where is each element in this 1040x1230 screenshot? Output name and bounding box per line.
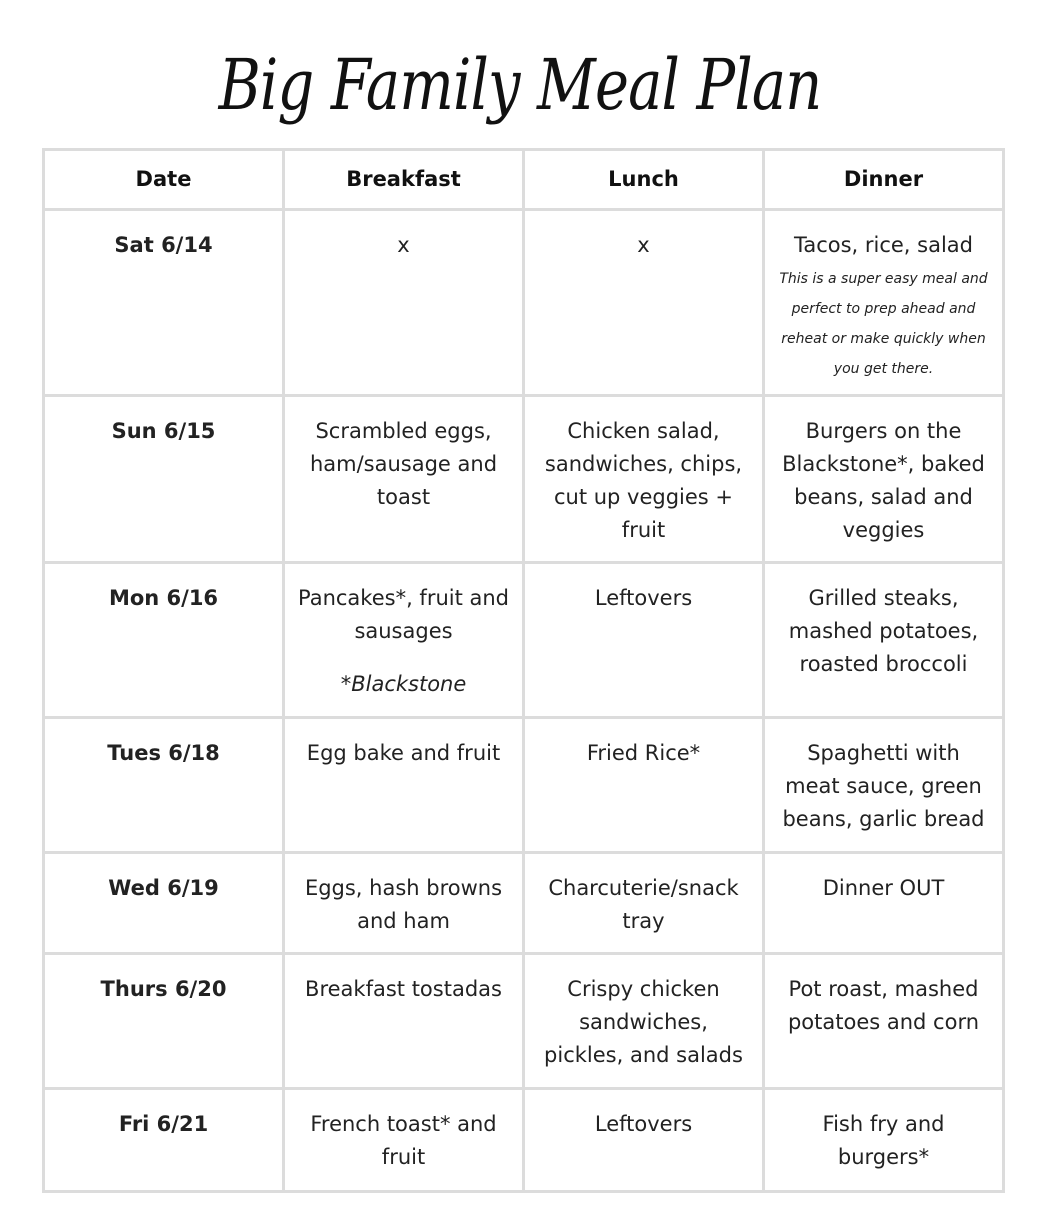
- date-cell: Wed 6/19: [44, 853, 284, 954]
- breakfast-cell: Breakfast tostadas: [284, 954, 524, 1089]
- header-row: [44, 150, 1004, 210]
- lunch-cell: Leftovers: [524, 563, 764, 718]
- breakfast-cell: Eggs, hash browns and ham: [284, 853, 524, 954]
- breakfast-cell: Egg bake and fruit: [284, 718, 524, 853]
- table-row: [44, 718, 1004, 853]
- table-row: [44, 563, 1004, 718]
- dinner-cell: [764, 210, 1004, 396]
- date-cell: Thurs 6/20: [44, 954, 284, 1089]
- lunch-cell: Fried Rice*: [524, 718, 764, 853]
- lunch-cell: Chicken salad, sandwiches, chips, cut up veggies + fruit: [524, 396, 764, 563]
- table-row: [44, 853, 1004, 954]
- table-row: [44, 954, 1004, 1089]
- lunch-cell: Leftovers: [524, 1089, 764, 1192]
- dinner-note: This is a super easy meal and perfect to prep ahead and reheat or make quickly when you get there.: [779, 271, 988, 377]
- header-dinner: Dinner: [764, 150, 1004, 210]
- header-lunch: Lunch: [524, 150, 764, 210]
- meal-plan-table: [42, 148, 1005, 1193]
- date-cell: Mon 6/16: [44, 563, 284, 718]
- date-cell: Fri 6/21: [44, 1089, 284, 1192]
- page-title: Big Family Meal Plan: [218, 44, 822, 126]
- date-cell: Tues 6/18: [44, 718, 284, 853]
- breakfast-cell: French toast* and fruit: [284, 1089, 524, 1192]
- date-cell: Sun 6/15: [44, 396, 284, 563]
- table-row: [44, 1089, 1004, 1192]
- table-row: [44, 396, 1004, 563]
- breakfast-cell: x: [284, 210, 524, 396]
- dinner-cell: Grilled steaks, mashed potatoes, roasted broccoli: [764, 563, 1004, 718]
- date-cell: Sat 6/14: [44, 210, 284, 396]
- lunch-cell: Crispy chicken sandwiches, pickles, and salads: [524, 954, 764, 1089]
- dinner-cell: Spaghetti with meat sauce, green beans, garlic bread: [764, 718, 1004, 853]
- header-breakfast: Breakfast: [284, 150, 524, 210]
- dinner-cell: Pot roast, mashed potatoes and corn: [764, 954, 1004, 1089]
- dinner-cell: Fish fry and burgers*: [764, 1089, 1004, 1192]
- dinner-text: Tacos, rice, salad: [793, 233, 974, 257]
- breakfast-text: Pancakes*, fruit and sausages: [297, 586, 510, 643]
- table-row: [44, 210, 1004, 396]
- breakfast-note: *Blackstone: [340, 672, 467, 696]
- dinner-cell: Burgers on the Blackstone*, baked beans, salad and veggies: [764, 396, 1004, 563]
- dinner-cell: Dinner OUT: [764, 853, 1004, 954]
- breakfast-cell: [284, 563, 524, 718]
- lunch-cell: x: [524, 210, 764, 396]
- header-date: Date: [44, 150, 284, 210]
- lunch-cell: Charcuterie/snack tray: [524, 853, 764, 954]
- breakfast-cell: Scrambled eggs, ham/sausage and toast: [284, 396, 524, 563]
